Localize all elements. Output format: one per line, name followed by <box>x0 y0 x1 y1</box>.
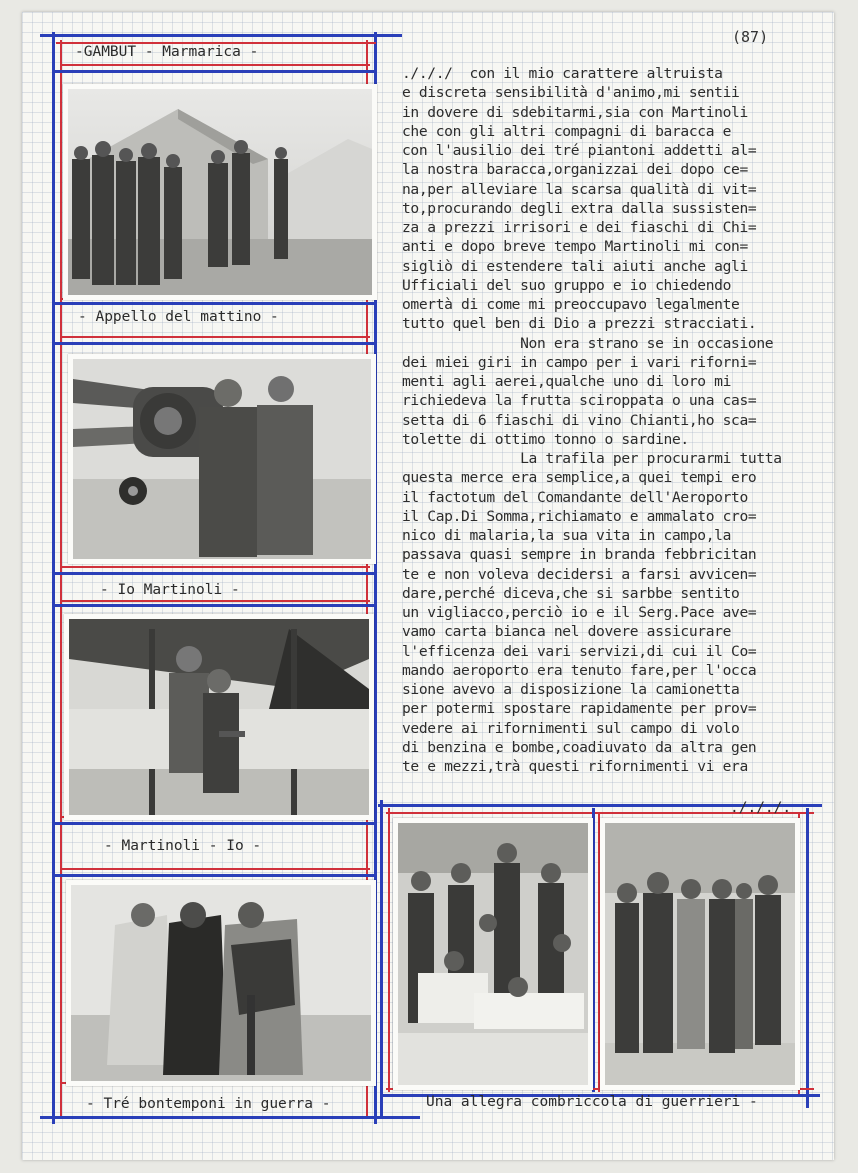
tent-portrait-image <box>69 619 369 815</box>
text-line: ./././ con il mio carattere altruista <box>402 65 723 82</box>
photo-morning-rollcall <box>63 84 377 300</box>
text-line: in dovere di sdebitarmi,sia con Martinoli <box>402 103 748 121</box>
text-line: per potermi spostare rapidamente per prov= <box>402 700 757 718</box>
text-line: il Cap.Di Somma,richiamato e ammalato cro= <box>402 507 757 525</box>
costume-image <box>71 885 371 1081</box>
text-line: anti e dopo breve tempo Martinoli mi con= <box>402 238 748 256</box>
typed-narrative <box>402 64 842 776</box>
caption-morning-rollcall: - Appello del mattino - <box>78 309 279 325</box>
photo-group-a <box>393 818 593 1090</box>
text-line: tolette di ottimo tonno o sardine. <box>402 430 689 448</box>
text-line: te e non voleva decidersi a farsi avvicen= <box>402 565 757 583</box>
text-line: questa merce era semplice,a quei tempi ero <box>402 469 757 487</box>
text-line: che con gli altri compagni di baracca e <box>402 122 732 140</box>
text-line: vedere ai rifornimenti sul campo di volo <box>402 719 740 737</box>
text-line: dei miei giri in campo per i vari riforni= <box>402 353 757 371</box>
text-line: di benzina e bombe,coadiuvato da altra gen <box>402 738 757 756</box>
plane-portrait-image <box>73 359 371 559</box>
photo-martinoli-me <box>64 614 374 820</box>
text-line: mando aeroporto era tenuto fare,per l'occa <box>402 661 757 679</box>
text-line: Non era strano se in occasione <box>402 334 774 352</box>
rule-blue-top <box>40 34 402 37</box>
text-line: la nostra baracca,organizzai dei dopo ce= <box>402 161 748 179</box>
text-line: con l'ausilio dei tré piantoni addetti al= <box>402 142 757 159</box>
text-line: dare,perché diceva,che si sarbbe sentito <box>402 584 740 602</box>
rule-blue-sep-2c <box>52 604 377 607</box>
text-line: sione avevo a disposizione la camionetta <box>402 681 740 698</box>
text-line: La trafila per procurarmi tutta <box>402 450 782 467</box>
text-line: setta di 6 fiaschi di vino Chianti,ho sca= <box>402 411 757 429</box>
text-line: vamo carta bianca nel dovere assicurare <box>402 623 732 641</box>
caption-location-header: -GAMBUT - Marmarica - <box>75 44 259 60</box>
rollcall-image <box>68 89 372 295</box>
text-line: e discreta sensibilità d'animo,mi sentii <box>402 84 740 102</box>
group-a-image <box>398 823 588 1085</box>
text-line: nico di malaria,la sua vita in campo,la <box>402 527 732 544</box>
text-line: tutto quel ben di Dio a prezzi stracciati. <box>402 315 757 333</box>
rule-blue-header-bottom <box>52 70 377 73</box>
rule-red-sep-2a <box>60 566 370 568</box>
rule-red-left-outer <box>60 40 62 1118</box>
text-line: menti agli aerei,qualche uno di loro mi <box>402 373 732 390</box>
rule-red-sep-1b <box>60 336 370 338</box>
caption-me-martinoli: - Io Martinoli - <box>100 582 240 598</box>
text-line: un vigliacco,perciò io e il Serg.Pace ave= <box>402 604 757 621</box>
text-line: sigliò di estendere tali aiuti anche agli <box>402 257 748 275</box>
rule-blue-sep-1c <box>52 342 377 345</box>
rule-red-header-bottom <box>60 64 370 66</box>
text-line: passava quasi sempre in branda febbricitan <box>402 546 757 564</box>
rule-blue-group-right <box>806 808 809 1108</box>
rule-blue-sep-1 <box>52 302 377 305</box>
text-line: omertà di come mi preoccupavo legalmente <box>402 296 740 313</box>
text-line: richiedeva la frutta sciroppata o una cas= <box>402 392 757 410</box>
rule-red-sep-3b <box>60 868 370 870</box>
photo-three-jokers <box>66 880 376 1086</box>
rule-blue-sep-3 <box>52 822 377 825</box>
rule-red-sep-2b <box>60 600 370 602</box>
caption-three-jokers: - Tré bontemponi in guerra - <box>86 1096 331 1112</box>
rule-blue-sep-3c <box>52 874 377 877</box>
text-line: te e mezzi,trà questi rifornimenti vi era <box>402 758 748 775</box>
rule-red-group-left <box>388 808 390 1092</box>
caption-martinoli-me: - Martinoli - Io - <box>104 838 262 854</box>
text-line: il factotum del Comandante dell'Aeroporto <box>402 488 748 506</box>
photo-me-martinoli <box>68 354 376 564</box>
group-b-image <box>605 823 795 1085</box>
text-line: na,per alleviare la scarsa qualità di vit= <box>402 180 757 198</box>
text-line: l'efficenza dei vari servizi,di cui il Co= <box>402 642 757 660</box>
rule-blue-sep-2 <box>52 572 377 575</box>
rule-blue-left-outer <box>52 32 55 1124</box>
text-line: Ufficiali del suo gruppo e io chiedendo <box>402 276 732 294</box>
text-line: za a prezzi irrisori e dei fiaschi di Chi= <box>402 219 757 236</box>
caption-merry-band: Una allegra combriccola di guerrieri - <box>426 1094 758 1110</box>
end-mark: ./././. <box>730 800 792 816</box>
page-number: (87) <box>732 28 769 46</box>
text-line: to,procurando degli extra dalla sussisten= <box>402 199 757 217</box>
photo-group-b <box>600 818 800 1090</box>
rule-blue-group-left <box>380 800 383 1118</box>
rule-blue-bottom <box>40 1116 420 1119</box>
